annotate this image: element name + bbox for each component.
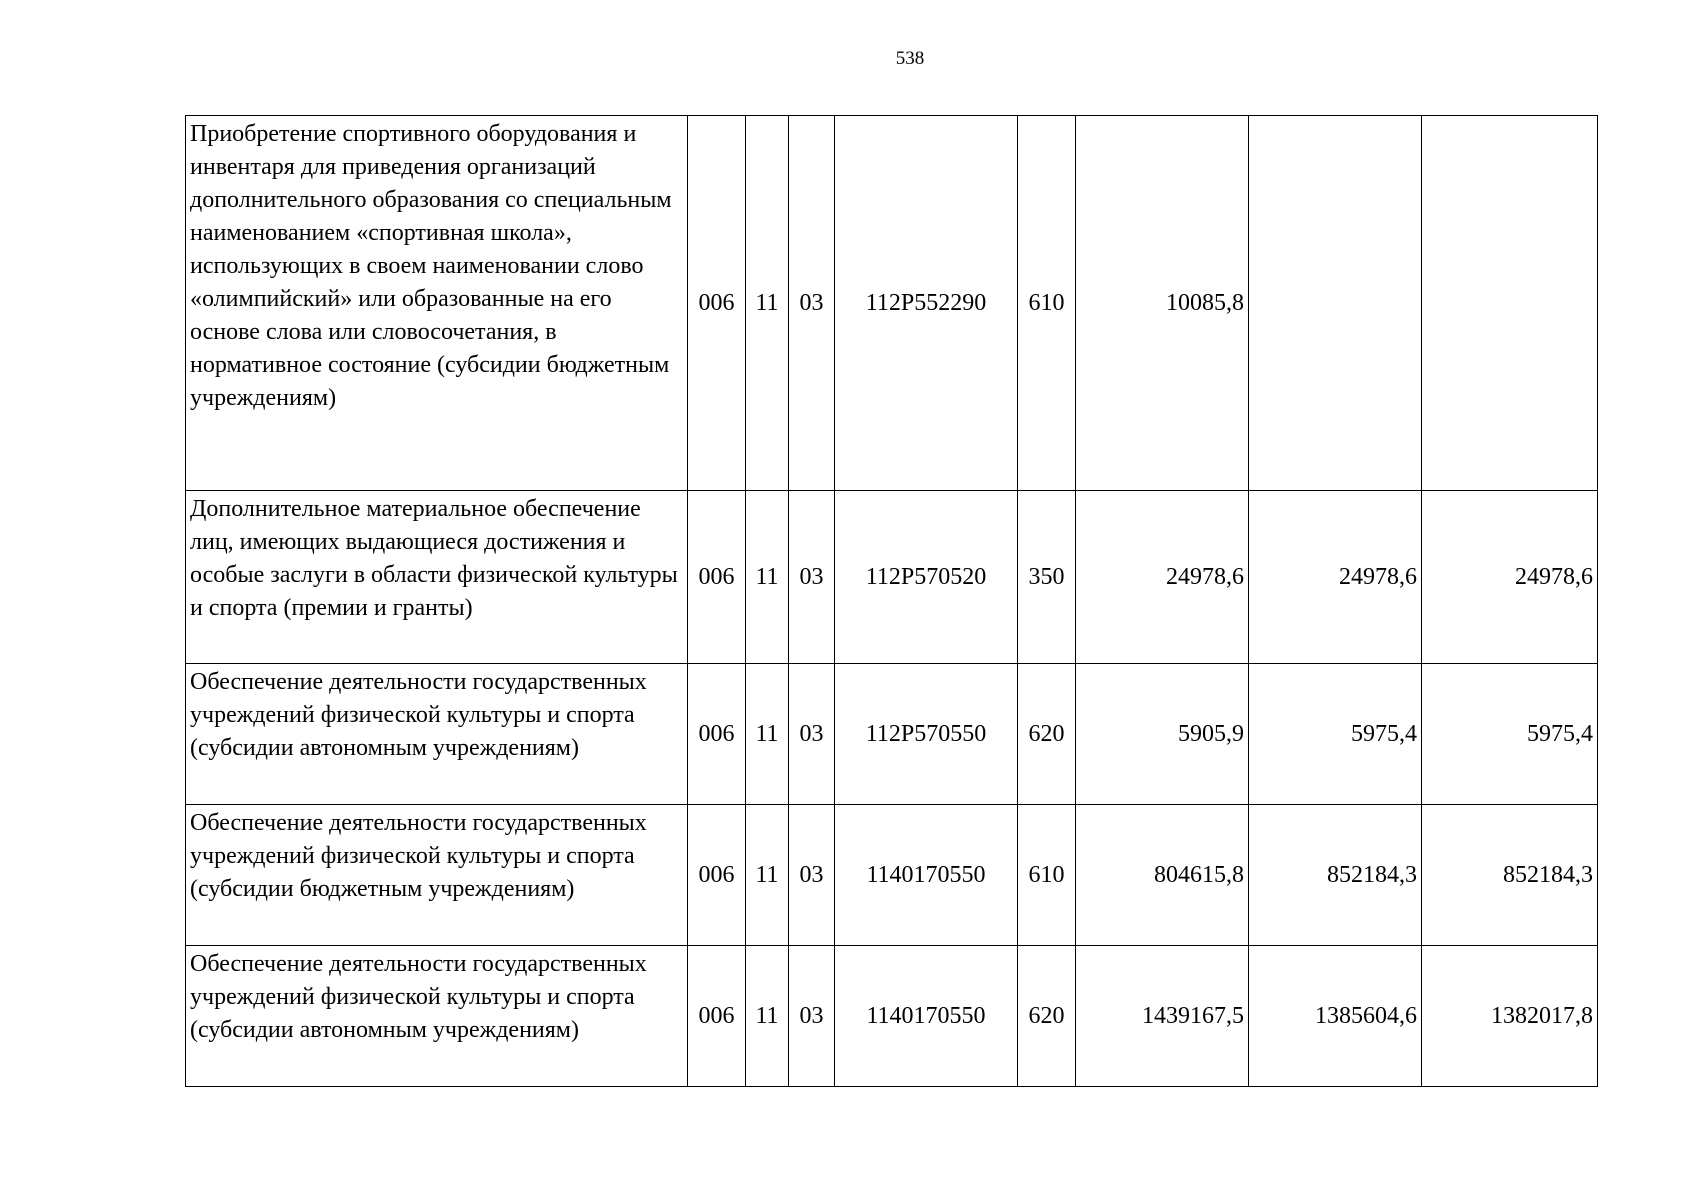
table-row — [186, 116, 1598, 491]
subsection-code: 03 — [789, 116, 835, 491]
expense-type-code: 350 — [1018, 491, 1076, 664]
expense-type-code: 610 — [1018, 116, 1076, 491]
amount-1: 24978,6 — [1076, 491, 1249, 664]
target-article-code: 1140170550 — [835, 805, 1018, 946]
target-article-code: 112P570550 — [835, 664, 1018, 805]
ministry-code: 006 — [688, 491, 746, 664]
subsection-code: 03 — [789, 664, 835, 805]
amount-3: 852184,3 — [1422, 805, 1598, 946]
section-code: 11 — [746, 664, 789, 805]
amount-2: 1385604,6 — [1249, 946, 1422, 1087]
expense-type-code: 620 — [1018, 946, 1076, 1087]
subsection-code: 03 — [789, 491, 835, 664]
row-description: Дополнительное материальное обеспечение лиц, имеющих выдающиеся достижения и особые заслуги в области физической культуры и спорта (премии и гранты) — [186, 491, 688, 664]
table-row — [186, 805, 1598, 946]
section-code: 11 — [746, 491, 789, 664]
amount-1: 10085,8 — [1076, 116, 1249, 491]
table-row — [186, 946, 1598, 1087]
amount-3: 24978,6 — [1422, 491, 1598, 664]
target-article-code: 112P552290 — [835, 116, 1018, 491]
amount-3: 5975,4 — [1422, 664, 1598, 805]
budget-table — [185, 115, 1598, 1087]
ministry-code: 006 — [688, 805, 746, 946]
row-description: Приобретение спортивного оборудования и инвентаря для приведения организаций дополнительного образования со специальным наименованием «спортивная школа», использующих в своем наименовании слово «олимпийский» или образованные на его основе слова или словосочетания, в нормативное состояние (субсидии бюджетным учреждениям) — [186, 116, 688, 491]
ministry-code: 006 — [688, 116, 746, 491]
subsection-code: 03 — [789, 805, 835, 946]
amount-2 — [1249, 116, 1422, 491]
amount-2: 5975,4 — [1249, 664, 1422, 805]
amount-2: 852184,3 — [1249, 805, 1422, 946]
section-code: 11 — [746, 805, 789, 946]
section-code: 11 — [746, 116, 789, 491]
section-code: 11 — [746, 946, 789, 1087]
target-article-code: 112P570520 — [835, 491, 1018, 664]
expense-type-code: 610 — [1018, 805, 1076, 946]
amount-3: 1382017,8 — [1422, 946, 1598, 1087]
row-description: Обеспечение деятельности государственных учреждений физической культуры и спорта (субсидии бюджетным учреждениям) — [186, 805, 688, 946]
row-description: Обеспечение деятельности государственных учреждений физической культуры и спорта (субсидии автономным учреждениям) — [186, 664, 688, 805]
ministry-code: 006 — [688, 664, 746, 805]
expense-type-code: 620 — [1018, 664, 1076, 805]
target-article-code: 1140170550 — [835, 946, 1018, 1087]
amount-3 — [1422, 116, 1598, 491]
table-row — [186, 664, 1598, 805]
amount-1: 5905,9 — [1076, 664, 1249, 805]
amount-1: 1439167,5 — [1076, 946, 1249, 1087]
page-number: 538 — [895, 48, 925, 69]
amount-1: 804615,8 — [1076, 805, 1249, 946]
amount-2: 24978,6 — [1249, 491, 1422, 664]
table-row — [186, 491, 1598, 664]
subsection-code: 03 — [789, 946, 835, 1087]
ministry-code: 006 — [688, 946, 746, 1087]
row-description: Обеспечение деятельности государственных учреждений физической культуры и спорта (субсидии автономным учреждениям) — [186, 946, 688, 1087]
